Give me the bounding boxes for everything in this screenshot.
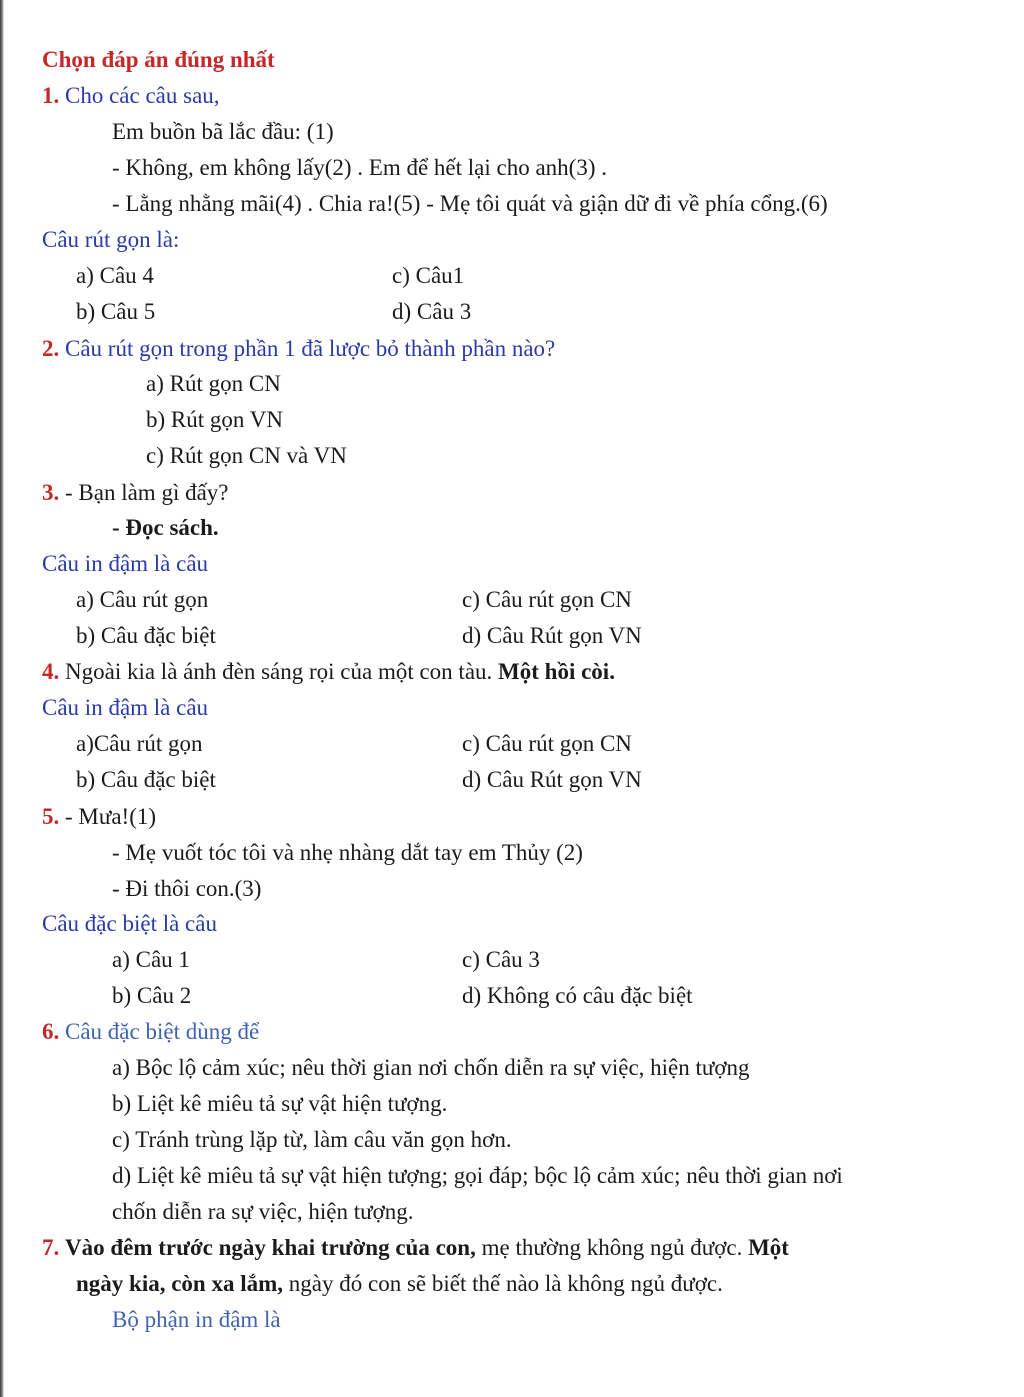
question-2: [42, 335, 555, 363]
option-a: a) Bộc lộ cảm xúc; nêu thời gian nơi chốn diễn ra sự việc, hiện tượng: [112, 1055, 750, 1080]
option-b: b) Câu 2: [112, 983, 192, 1008]
option-d-continued: chốn diễn ra sự việc, hiện tượng.: [112, 1199, 414, 1224]
option-a: a) Câu 1: [112, 947, 190, 972]
option-d: d) Không có câu đặc biệt: [462, 983, 693, 1008]
option-c: c) Tránh trùng lặp từ, làm câu văn gọn hơn.: [112, 1127, 512, 1152]
question-text: mẹ thường không ngủ được.: [475, 1235, 743, 1260]
question-6: [42, 1018, 259, 1046]
passage-line: - Không, em không lấy(2) . Em để hết lại cho anh(3) .: [112, 155, 608, 180]
option-c: c) Câu 3: [462, 947, 540, 972]
question-number: 2.: [42, 336, 60, 361]
question-text-bold: ngày kia, còn xa lắm,: [76, 1271, 284, 1296]
option-b: b) Câu đặc biệt: [76, 767, 216, 792]
question-7: [42, 1234, 789, 1262]
question-ask: Câu in đậm là câu: [42, 551, 209, 576]
option-d: d) Liệt kê miêu tả sự vật hiện tượng; gọi đáp; bộc lộ cảm xúc; nêu thời gian nơi: [112, 1163, 843, 1188]
question-5: [42, 803, 156, 831]
question-ask: Câu in đậm là câu: [42, 695, 209, 720]
question-text: Ngoài kia là ánh đèn sáng rọi của một con tàu.: [65, 659, 493, 684]
option-b: b) Rút gọn VN: [146, 407, 283, 432]
passage-line: Em buồn bã lắc đầu: (1): [112, 119, 334, 144]
dialogue-line: - Bạn làm gì đấy?: [65, 480, 229, 505]
dialogue-line: - Mẹ vuốt tóc tôi và nhẹ nhàng dắt tay em Thủy (2): [112, 840, 583, 865]
question-prompt: Câu rút gọn trong phần 1 đã lược bỏ thành phần nào?: [65, 336, 556, 361]
option-a: a) Rút gọn CN: [146, 371, 281, 396]
option-a: a) Câu 4: [76, 263, 154, 288]
dialogue-line-bold: - Đọc sách.: [112, 515, 219, 540]
option-d: d) Câu Rút gọn VN: [462, 623, 642, 648]
question-7-continued: [76, 1270, 723, 1298]
question-3: [42, 479, 229, 507]
dialogue-line: - Đi thôi con.(3): [112, 876, 262, 901]
question-prompt: Cho các câu sau,: [65, 83, 220, 108]
option-c: c) Câu rút gọn CN: [462, 587, 632, 612]
question-4: [42, 658, 615, 686]
document-title: Chọn đáp án đúng nhất: [42, 47, 275, 72]
dialogue-line: - Mưa!(1): [65, 804, 157, 829]
passage-line: - Lằng nhằng mãi(4) . Chia ra!(5) - Mẹ tôi quát và giận dữ đi về phía cổng.(6): [112, 191, 828, 216]
question-number: 5.: [42, 804, 60, 829]
question-number: 3.: [42, 480, 60, 505]
option-d: d) Câu 3: [392, 299, 472, 324]
question-text-bold: Một: [742, 1235, 789, 1260]
question-text-bold: Vào đêm trước ngày khai trường của con,: [65, 1235, 476, 1260]
question-number: 7.: [42, 1235, 60, 1260]
question-ask: Bộ phận in đậm là: [112, 1307, 281, 1332]
question-text: ngày đó con sẽ biết thế nào là không ngủ được.: [283, 1271, 723, 1296]
question-number: 4.: [42, 659, 60, 684]
option-b: b) Câu 5: [76, 299, 156, 324]
question-1: [42, 82, 220, 110]
option-b: b) Liệt kê miêu tả sự vật hiện tượng.: [112, 1091, 448, 1116]
option-a: a) Câu rút gọn: [76, 587, 209, 612]
option-d: d) Câu Rút gọn VN: [462, 767, 642, 792]
question-number: 6.: [42, 1019, 60, 1044]
question-ask: Câu rút gọn là:: [42, 227, 180, 252]
option-c: c) Câu1: [392, 263, 465, 288]
question-text-bold: Một hồi còi.: [498, 659, 615, 684]
option-b: b) Câu đặc biệt: [76, 623, 216, 648]
question-prompt: Câu đặc biệt dùng để: [65, 1019, 260, 1044]
option-c: c) Rút gọn CN và VN: [146, 443, 347, 468]
question-ask: Câu đặc biệt là câu: [42, 911, 217, 936]
option-a: a)Câu rút gọn: [76, 731, 203, 756]
option-c: c) Câu rút gọn CN: [462, 731, 632, 756]
question-number: 1.: [42, 83, 60, 108]
